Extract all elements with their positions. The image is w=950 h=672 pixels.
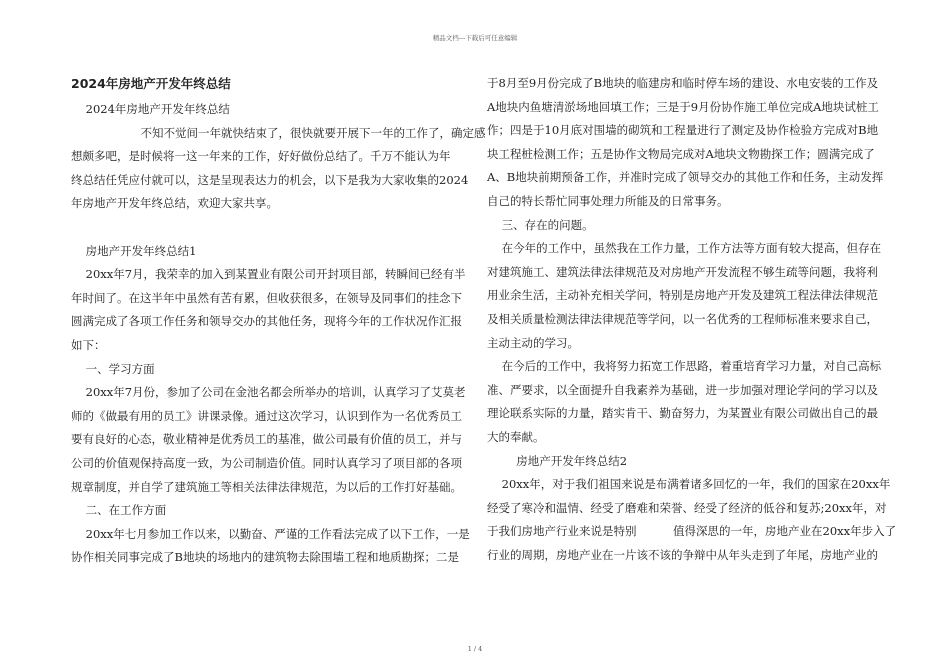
paragraph-line: 经受了寒冷和温情、经受了磨难和荣誉、经受了经济的低谷和复苏;20xx年，对 [487,500,887,515]
paragraph-line [71,216,479,240]
paragraph-line: 在今年的工作中，虽然我在工作力量，工作方法等方面有较大提高，但存在 [487,241,882,256]
paragraph-line: 行业的周期，房地产业在一片该不该的争辩中从年头走到了年尾，房地产业的 [487,547,878,562]
paragraph-line: 不知不觉间一年就快结束了，很快就要开展下一年的工作了，确定感 [71,125,486,140]
paragraph-line: 于我们房地产行业来说是特别 值得深思的一年，房地产业在20xx年步入了 [487,524,897,539]
paragraph-line: 房地产开发年终总结2 [487,453,628,468]
paragraph-line: 如下： [71,337,106,352]
paragraph-line: 自己的特长帮忙同事处理力所能及的日常事务。 [487,193,729,208]
page-header: 精品文档---下载后可任意编辑 [432,34,518,42]
paragraph-line: 终总结任凭应付就可以，这是呈现表达力的机会，以下是我为大家收集的2024 [71,172,469,187]
paragraph-line: 要有良好的心态，敬业精神是优秀员工的基准，做公司最有价值的员工，并与 [71,432,462,447]
paragraph-line: 20xx年，对于我们祖国来说是布满着诸多回忆的一年，我们的国家在20xx年 [487,477,891,492]
paragraph-line: 对建筑施工、建筑法律法律规范及对房地产开发流程不够生疏等问题，我将利 [487,264,878,279]
paragraph-line: 规章制度，并自学了建筑施工等相关法律法律规范，为以后的工作打好基础。 [71,479,462,494]
document-title: 2024年房地产开发年终总结 [71,76,231,91]
paragraph-line: 协作相关同事完成了B地块的场地内的建筑物去除围墙工程和地质勘探；二是 [71,550,459,565]
paragraph-line: 于8月至9月份完成了B地块的临建房和临时停车场的建设、水电安装的工作及 [487,76,879,90]
paragraph-line: 师的《做最有用的员工》讲课录像。通过这次学习，认识到作为一名优秀员工 [71,408,462,423]
paragraph-line: 二、在工作方面 [71,503,167,518]
paragraph-line: A、B地块前期预备工作，并准时完成了领导交办的其他工作和任务，主动发挥 [487,170,884,185]
paragraph-line: 房地产开发年终总结1 [71,243,197,258]
paragraph-line: 及相关质量检测法律法律规范等学问，以一名优秀的工程师标准来要求自己， [487,311,878,326]
right-column [487,72,895,567]
paragraph-line: 一、学习方面 [71,361,155,376]
paragraph-line: 主动主动的学习。 [487,335,579,350]
paragraph-line: A地块内鱼塘清淤场地回填工作；三是于9月份协作施工单位完成A地块试桩工 [487,99,879,114]
paragraph-line: 圆满完成了各项工作任务和领导交办的其他任务，现将今年的工作状况作汇报 [71,314,462,329]
paragraph-line: 20xx年7月份，参加了公司在金池名都会所举办的培训，认真学习了艾莫老 [71,385,466,400]
paragraph-line: 20xx年7月，我荣幸的加入到某置业有限公司开封项目部，转瞬间已经有半 [71,267,466,282]
paragraph-line: 大的奉献。 [487,429,545,444]
paragraph-line: 三、存在的问题。 [487,217,594,232]
paragraph-line: 在今后的工作中，我将努力拓宽工作思路，着重培育学习力量，对自己高标 [487,359,882,374]
page-number: 1 / 4 [467,645,483,653]
paragraph-line: 用业余生活，主动补充相关学问，特别是房地产开发及建筑工程法律法律规范 [487,288,878,303]
paragraph-line: 20xx年七月参加工作以来，以勤奋、严谨的工作看法完成了以下工作，一是 [71,526,470,541]
paragraph-line: 块工程桩检测工作；五是协作文物局完成对A地块文物勘探工作；圆满完成了 [487,146,875,161]
paragraph-line: 年房地产开发年终总结，欢迎大家共享。 [71,196,278,211]
paragraph-line: 准、严要求，以全面提升自我素养为基础，进一步加强对理论学问的学习以及 [487,382,878,397]
paragraph-line: 作；四是于10月底对围墙的砌筑和工程量进行了测定及协作检验方完成对B地 [487,123,879,138]
paragraph-line: 理论联系实际的力量，踏实肯干、勤奋努力，为某置业有限公司做出自己的最 [487,406,878,421]
left-column [71,72,486,570]
paragraph-line: 想颇多吧，是时候将一这一年来的工作，好好做份总结了。千万不能认为年 [71,149,451,164]
paragraph-line: 年时间了。在这半年中虽然有苦有累，但收获很多，在领导及同事们的挂念下 [71,290,462,305]
paragraph-line: 公司的价值观保持高度一致，为公司制造价值。同时认真学习了项目部的各项 [71,455,462,470]
paragraph-line: 2024年房地产开发年终总结 [71,102,230,116]
